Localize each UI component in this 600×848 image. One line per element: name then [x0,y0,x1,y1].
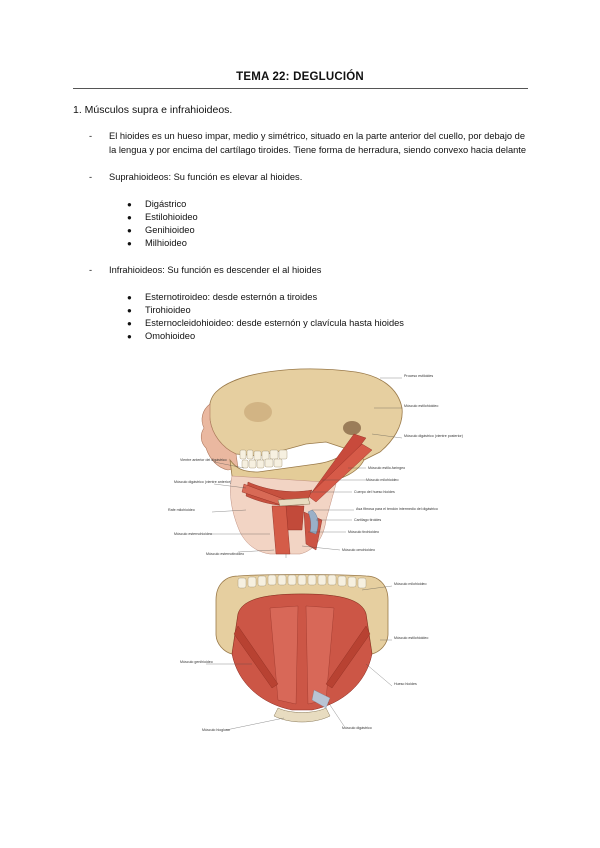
page-title: TEMA 22: DEGLUCIÓN [236,71,364,83]
list-item-text: Infrahioideos: Su función es descender el al hioides [109,265,322,275]
label-mylohyoid-top: Músculo milohioideo [366,478,399,482]
bullet-omohyoid: ● Omohioideo [127,331,196,341]
label-mylohyoid-raphe: Rafe milohioideo [168,508,195,512]
teeth [240,450,287,468]
label-bottom-stylohyoid: Músculo estilohioideo [394,636,429,640]
bullet-icon: ● [127,200,132,209]
skull-shape [209,369,402,460]
bullet-icon: ● [127,213,132,222]
label-digastric-post: Músculo digástrico (vientre posterior) [404,434,463,438]
section-heading: 1. Músculos supra e infrahioideos. [73,104,233,116]
label-thyroid-cartilage: Cartílago tiroides [354,518,382,522]
label-fibrous-sling: Asa fibrosa para el tendón intermedio del digástrico [356,507,438,511]
orbit [244,402,272,422]
label-digastric-ant: Músculo digástrico (vientre anterior) [174,480,232,484]
dash-bullet: - [89,131,93,141]
bullet-icon: ● [127,293,132,302]
bullet-geniohyoid: ● Genihioideo [127,225,195,235]
label-hyoid-body: Cuerpo del hueso hioides [354,490,395,494]
label-sternohyoid: Músculo esternohioideo [174,532,212,536]
bullet-icon: ● [127,306,132,315]
bullet-mylohyoid: ● Milhioideo [127,238,187,248]
label-stylopharyngeus: Músculo estilo-faríngeo [368,466,406,470]
label-anterior-belly: Vientre anterior del digástrico [180,458,227,462]
label-bottom-geniohyoid: Músculo genihioideo [180,660,213,664]
list-item-text: Suprahioideos: Su función es elevar al hioides. [109,172,303,182]
label-styloid: Proceso estiloides [404,374,434,378]
bullet-digastric: ● Digástrico [127,199,187,209]
title-divider [73,88,528,89]
label-bottom-hyoglossus: Músculo hiogloso [202,728,230,732]
bullet-icon: ● [127,319,132,328]
label-stylohyoid: Músculo estilohioideo [404,404,439,408]
bullet-sternocleidohyoid: ● Esternocleidohioideo: desde esternón y clavícula hasta hioides [127,318,404,328]
bullet-icon: ● [127,239,132,248]
dash-bullet: - [89,265,93,275]
bullet-stylohyoid: ● Estilohioideo [127,212,198,222]
label-thyrohyoid: Músculo tirohioideo [348,530,379,534]
label-omohyoid: Músculo omohioideo [342,548,375,552]
label-bottom-mylohyoid: Músculo milohioideo [394,582,427,586]
list-item-suprahyoid [89,171,529,185]
inferior-view [206,575,392,731]
label-sternothyroid: Músculo esternotiroideo [206,552,245,556]
dash-bullet: - [89,172,93,182]
bullet-thyrohyoid: ● Tirohioideo [127,305,191,315]
bullet-icon: ● [127,226,132,235]
bullet-sternothyroid: ● Esternotiroideo: desde esternón a tiroides [127,292,318,302]
list-item-hyoid [89,130,529,157]
anatomy-figure [166,364,463,744]
bullet-icon: ● [127,332,132,341]
list-item-infrahyoid [89,264,529,278]
label-bottom-hyoid: Hueso hioides [394,682,417,686]
label-bottom-digastric: Músculo digástrico [342,726,372,730]
list-item-text: El hioides es un hueso impar, medio y simétrico, situado en la parte anterior del cuello, por debajo de la lengua y por encima del cartílago tiroides. Tiene forma de herradura, siendo convexo hacia delante [109,131,527,155]
